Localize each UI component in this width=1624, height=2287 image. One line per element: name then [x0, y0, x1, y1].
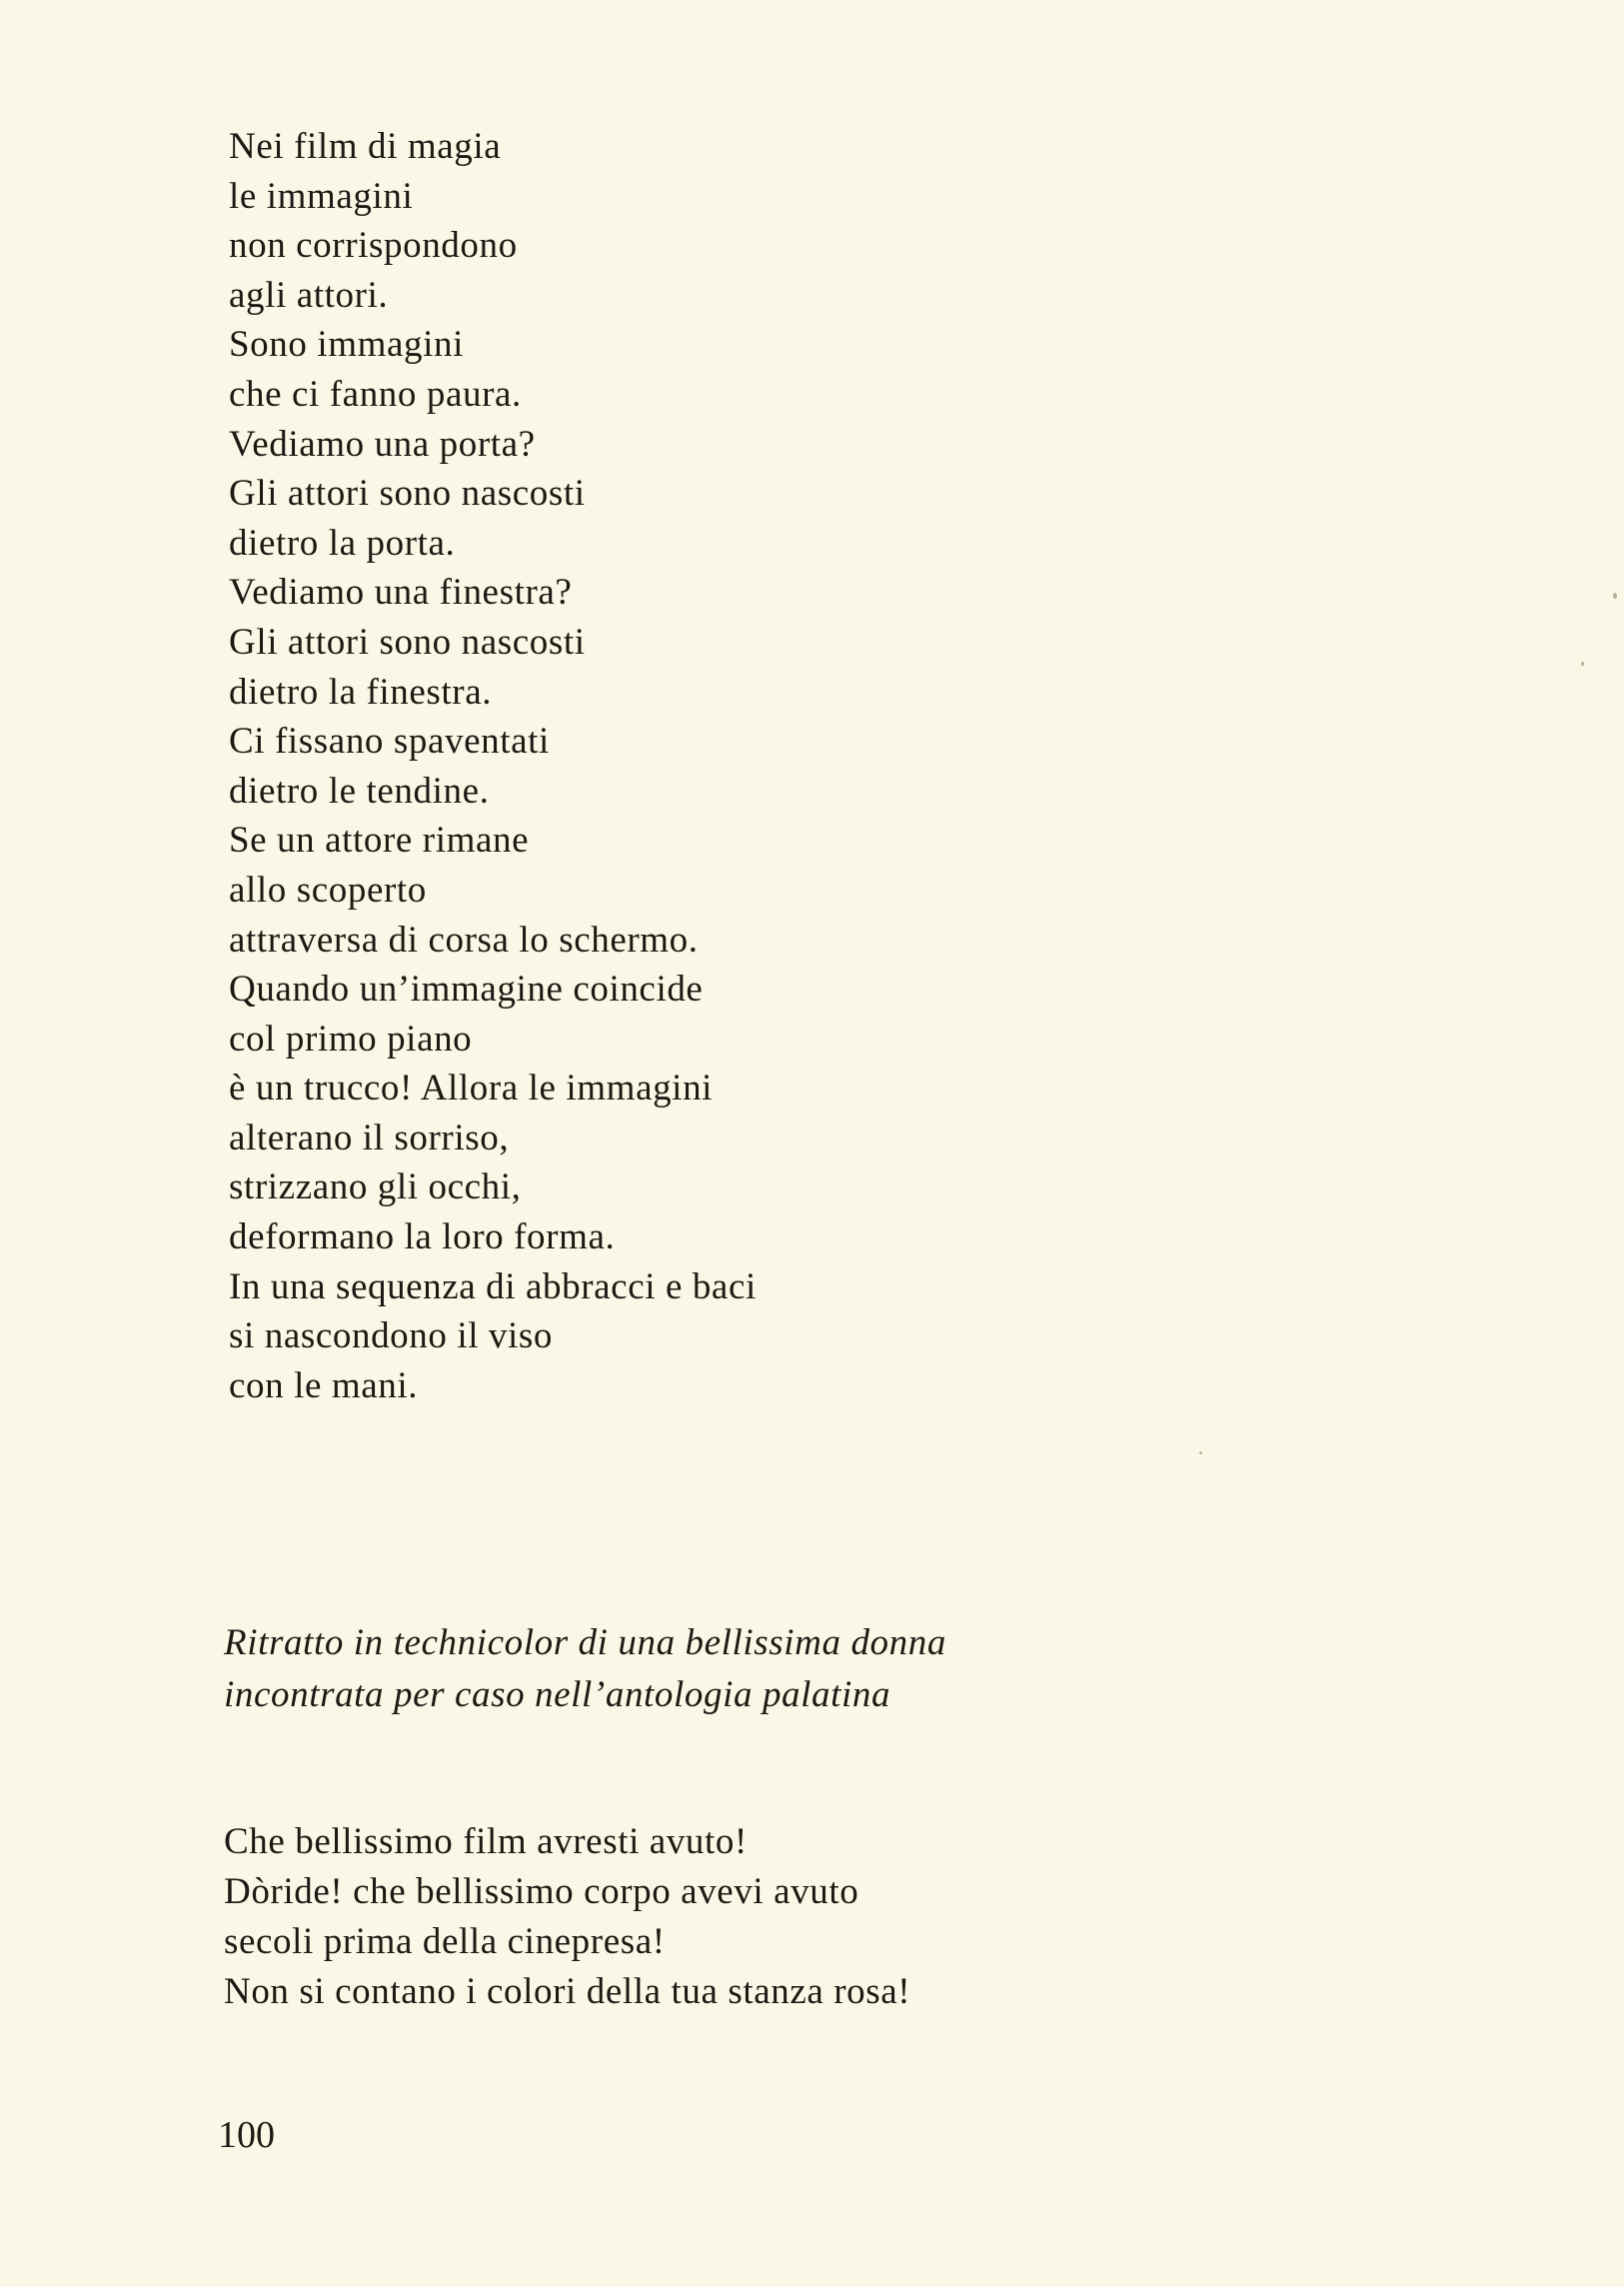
poem-line: dietro la porta.: [229, 522, 456, 564]
poem-line: con le mani.: [229, 1364, 419, 1406]
poem-line: non corrispondono: [229, 225, 518, 267]
paper-speck: [1199, 1451, 1202, 1454]
poem-line: secoli prima della cinepresa!: [224, 1921, 666, 1962]
poem-line: Vediamo una finestra?: [229, 572, 573, 614]
poem-line: Ci fissano spaventati: [229, 721, 550, 763]
poem-second: [224, 1817, 1423, 2017]
poem-line: si nascondono il viso: [229, 1315, 554, 1357]
poem-line: agli attori.: [229, 274, 389, 316]
poem-line: Se un attore rimane: [229, 820, 530, 862]
poem-line: Dòride! che bellissimo corpo avevi avuto: [224, 1871, 859, 1912]
poem-line: Quando un’immagine coincide: [229, 969, 704, 1011]
paper-speck: [1613, 593, 1617, 599]
poem-line: col primo piano: [229, 1018, 473, 1060]
poem-title-line: incontrata per caso nell’antologia palatina: [224, 1674, 891, 1715]
paper-speck: [1581, 662, 1584, 666]
poem-line: Gli attori sono nascosti: [229, 473, 586, 515]
poem-line: che ci fanno paura.: [229, 373, 522, 415]
poem-line: alterano il sorriso,: [229, 1117, 510, 1158]
poem-line: attraversa di corsa lo schermo.: [229, 919, 699, 961]
poem-line: dietro le tendine.: [229, 770, 490, 812]
poem-title-line: Ritratto in technicolor di una bellissima donna: [224, 1622, 946, 1663]
poem-line: Nei film di magia: [229, 126, 502, 167]
poem-line: dietro la finestra.: [229, 671, 493, 713]
poem-line: Sono immagini: [229, 324, 464, 366]
poem-first: [229, 122, 1228, 1410]
poem-line: strizzano gli occhi,: [229, 1166, 522, 1208]
page-number: 100: [218, 2114, 275, 2156]
poem-title: [224, 1617, 1423, 1721]
poem-line: è un trucco! Allora le immagini: [229, 1068, 714, 1110]
poem-line: Che bellissimo film avresti avuto!: [224, 1821, 748, 1862]
poem-line: deformano la loro forma.: [229, 1216, 616, 1258]
poem-line: allo scoperto: [229, 869, 427, 911]
poem-line: le immagini: [229, 175, 414, 217]
poem-line: Vediamo una porta?: [229, 423, 536, 465]
poem-line: Gli attori sono nascosti: [229, 621, 586, 663]
poem-line: In una sequenza di abbracci e baci: [229, 1265, 757, 1307]
poem-line: Non si contano i colori della tua stanza rosa!: [224, 1971, 911, 2012]
